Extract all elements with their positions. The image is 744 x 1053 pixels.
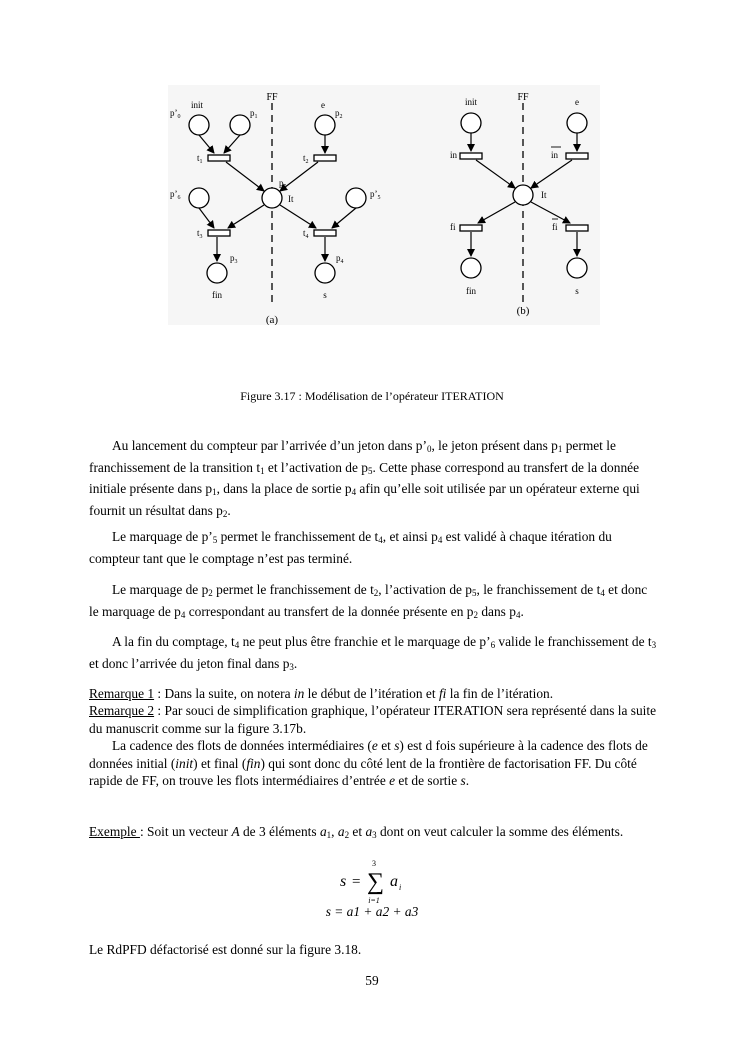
paragraph-3: Le marquage de $p_2$ permet le franchissement de $t_2$, l’activation de $p_5$, le franchissement de $t_4$ et donc le marquage de $p_4$ correspondant au transfert de la donnée présente en $p_2$ dans $p_4$. bbox=[89, 582, 648, 620]
ff-label-a: FF bbox=[266, 92, 278, 103]
svg-text:p4: $p_4$ bbox=[336, 253, 344, 265]
paragraph-5: La cadence des flots de données intermédiaires (e et s) est d fois supérieure à la cadence des flots de données initial (init) et final (fin) qui sont donc du côté lent de la frontière de factorisation FF. Du côté rapide de FF, on trouve les flots intermédiaires d’entrée e et de sortie s. bbox=[89, 738, 648, 788]
transition-t4 bbox=[314, 230, 336, 236]
svg-text:i=1: i=1 bbox=[368, 896, 380, 905]
paragraph-4: A la fin du comptage, $t_4$ ne peut plus être franchie et le marquage de $p’_6$ valide le franchissement de $t_3$ et donc l’arrivée du jeton final dans $p_3$. bbox=[89, 634, 657, 672]
transition-t1 bbox=[208, 155, 230, 161]
last-paragraph: Le RdPFD défactorisé est donné sur la figure 3.18. bbox=[89, 942, 362, 957]
svg-text:i: i bbox=[399, 883, 402, 892]
label-e-b: e bbox=[575, 97, 579, 107]
label-fin-a: fin bbox=[212, 290, 222, 300]
label-in-right: in bbox=[551, 150, 559, 160]
label-p6: p’ bbox=[170, 189, 178, 199]
label-e-a: e bbox=[321, 100, 325, 110]
label-in-left: in bbox=[450, 150, 458, 160]
label-a: (a) bbox=[265, 314, 279, 325]
svg-text:∑: ∑ bbox=[367, 869, 385, 895]
label-p5-prime: p’ bbox=[370, 189, 378, 199]
svg-text:p’5: $p’_5$ bbox=[370, 189, 381, 201]
svg-text:3: 3 bbox=[372, 859, 376, 868]
label-fin-b: fin bbox=[466, 286, 476, 296]
place-init-b bbox=[461, 113, 481, 133]
paragraph-2: Le marquage de $p’_5$ permet le franchissement de $t_4$, et ainsi $p_4$ est validé à chaque itération du compteur tant que le comptage n’est pas terminé. bbox=[89, 529, 612, 566]
place-p5 bbox=[262, 188, 282, 208]
svg-text:p3: $p_3$ bbox=[230, 253, 238, 265]
svg-text:=: = bbox=[352, 874, 361, 890]
place-p6 bbox=[189, 188, 209, 208]
transition-fi-right bbox=[566, 225, 588, 231]
petri-net-figure bbox=[168, 85, 600, 325]
svg-text:p’6: $p’_6$ bbox=[170, 189, 181, 201]
place-p1 bbox=[230, 115, 250, 135]
svg-text:t1: $t_1$ bbox=[197, 153, 203, 165]
place-p3 bbox=[207, 263, 227, 283]
sum-expansion: s = a1 + a2 + a3 bbox=[325, 904, 419, 919]
label-s-b: s bbox=[575, 286, 579, 296]
place-e-b bbox=[567, 113, 587, 133]
label-p2: p bbox=[335, 108, 340, 118]
svg-text:p1: $p_1$ bbox=[250, 108, 258, 120]
page-number: 59 bbox=[365, 973, 379, 988]
label-p5: p bbox=[279, 178, 284, 188]
diagram-a bbox=[170, 92, 381, 325]
label-t1: t bbox=[197, 153, 200, 163]
place-p2 bbox=[315, 115, 335, 135]
label-p1: p bbox=[250, 108, 255, 118]
svg-text:t2: $t_2$ bbox=[303, 153, 309, 165]
transition-in-right bbox=[566, 153, 588, 159]
diagram-b bbox=[450, 92, 588, 317]
svg-text:a: a bbox=[390, 873, 398, 890]
svg-text:t3: $t_3$ bbox=[197, 228, 203, 240]
label-init-a: init bbox=[191, 100, 204, 110]
svg-text:t4: $t_4$ bbox=[303, 228, 309, 240]
label-fi-right: fi bbox=[552, 222, 558, 232]
remarque-1: Remarque 1 : Dans la suite, on notera in le début de l’itération et fi la fin de l’itération. bbox=[89, 686, 554, 701]
svg-text:p5: $p_5$ bbox=[279, 178, 287, 190]
place-s-b bbox=[567, 258, 587, 278]
transition-t2 bbox=[314, 155, 336, 161]
label-it-a: It bbox=[288, 194, 294, 204]
place-p5-prime bbox=[346, 188, 366, 208]
label-t2: t bbox=[303, 153, 306, 163]
label-t4: t bbox=[303, 228, 306, 238]
exemple-paragraph: Exemple : Soit un vecteur A de 3 éléments $a_1$, $a_2$ et $a_3$ dont on veut calculer la somme des éléments. bbox=[89, 824, 624, 840]
transition-in-left bbox=[460, 153, 482, 159]
place-p0 bbox=[189, 115, 209, 135]
place-fin-b bbox=[461, 258, 481, 278]
label-p0: p’ bbox=[170, 108, 178, 118]
label-t3: t bbox=[197, 228, 200, 238]
figure-3-17 bbox=[168, 85, 600, 325]
ff-label-b: FF bbox=[517, 92, 529, 103]
remarque-2: Remarque 2 : Par souci de simplification graphique, l’opérateur ITERATION sera représenté dans la suite du manuscrit comme sur la figure 3.17b. bbox=[89, 703, 657, 736]
label-s-a: s bbox=[323, 290, 327, 300]
label-fi-left: fi bbox=[450, 222, 456, 232]
transition-t3 bbox=[208, 230, 230, 236]
figure-caption: Figure 3.17 : Modélisation de l’opérateur ITERATION bbox=[240, 389, 504, 403]
svg-text:p’0: $p’_0$ bbox=[170, 108, 181, 120]
svg-text:p2: $p_2$ bbox=[335, 108, 343, 120]
paragraph-1: Au lancement du compteur par l’arrivée d’un jeton dans $p’_0$, le jeton présent dans $p_1$ permet le franchissement de la transition $t_1$ et l’activation de $p_5$. Cette phase correspond au transfert de la donnée initiale présente dans $p_1$, dans la place de sortie $p_4$ afin qu’elle soit utilisée par un opérateur externe qui fournit un résultat dans $p_2$. bbox=[89, 438, 640, 519]
label-p3: p bbox=[230, 253, 235, 263]
svg-text:s: s bbox=[340, 873, 347, 890]
label-b: (b) bbox=[516, 305, 530, 317]
label-p4: p bbox=[336, 253, 341, 263]
place-p4 bbox=[315, 263, 335, 283]
label-init-b: init bbox=[464, 97, 478, 107]
label-it-b: It bbox=[541, 190, 547, 200]
sum-formula bbox=[340, 856, 420, 906]
place-it-b bbox=[513, 185, 533, 205]
transition-fi-left bbox=[460, 225, 482, 231]
